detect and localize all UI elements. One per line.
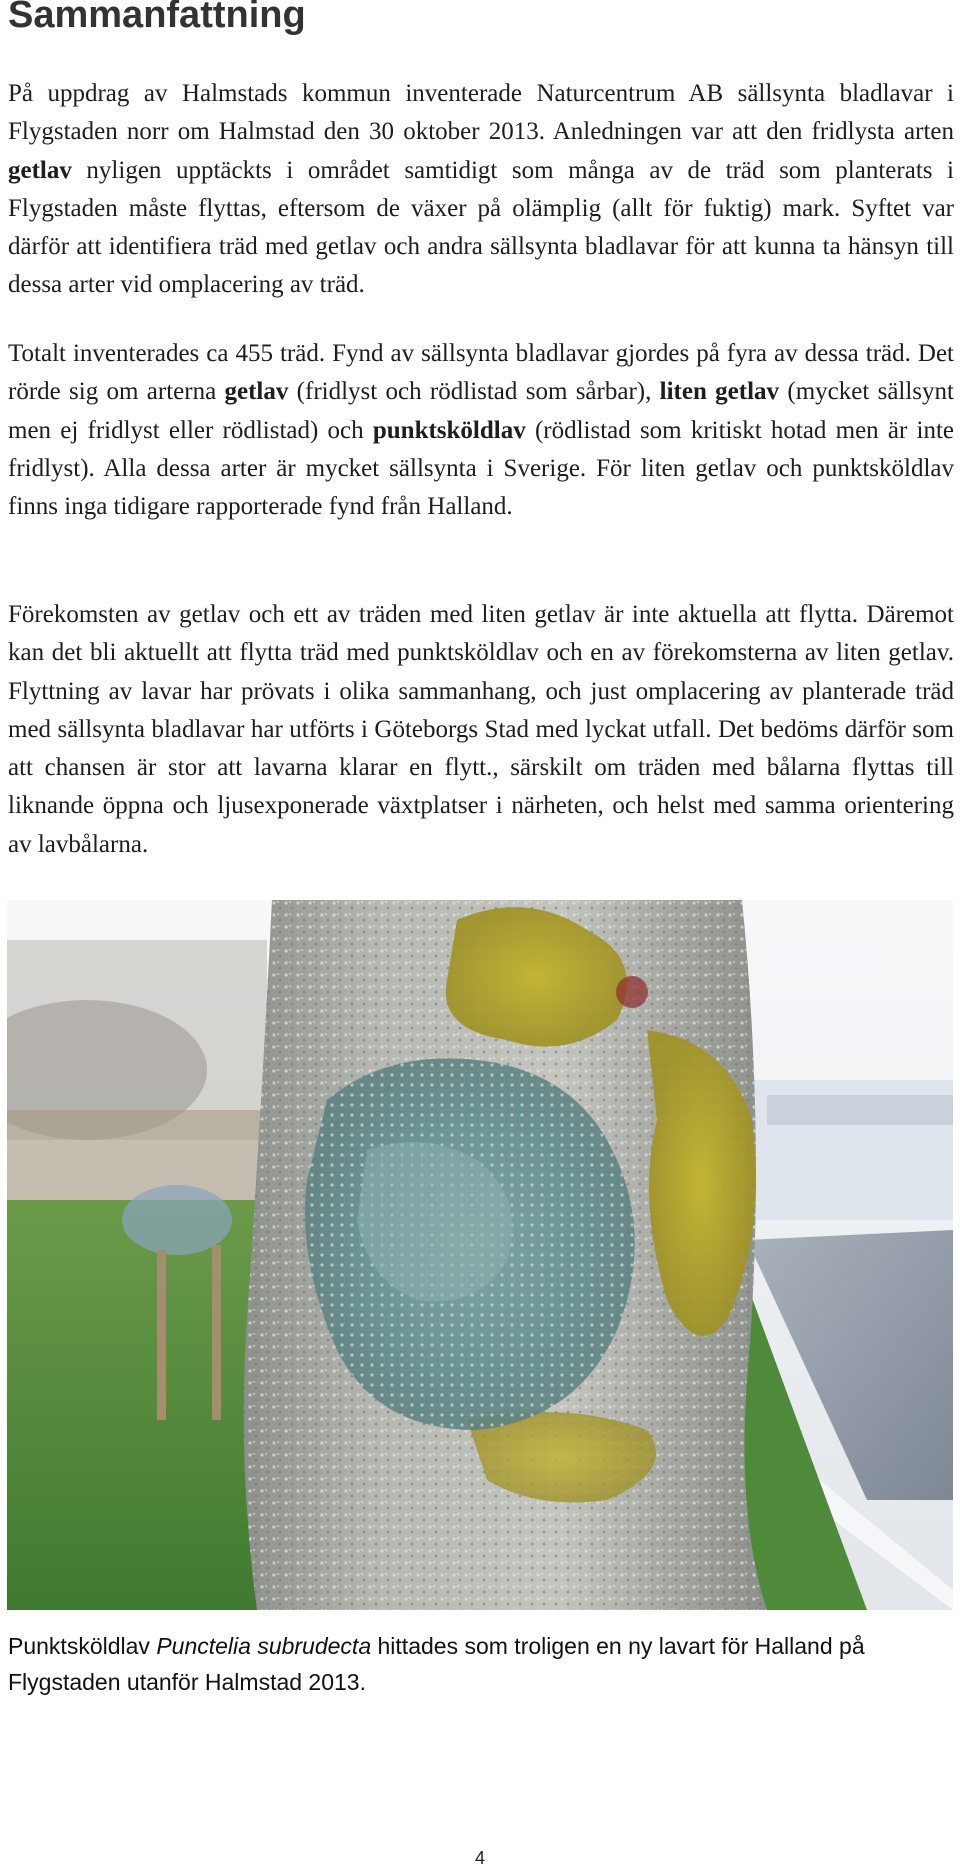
paragraph-2-text-b: (fridlyst och rödlistad som sårbar), xyxy=(288,378,660,406)
paragraph-2-text-c: (mycket sällsynt men ej fridlyst eller rödlistad) och xyxy=(8,378,954,444)
paragraph-2 xyxy=(8,335,954,526)
page-number: 4 xyxy=(474,1848,485,1868)
paragraph-1-text-a: På uppdrag av Halmstads kommun inventerade Naturcentrum AB sällsynta bladlavar i Flygstaden norr om Halmstad den 30 oktober 2013. Anledningen var att den fridlysta arten xyxy=(8,80,954,146)
figure-caption xyxy=(8,1628,954,1700)
bold-term-liten-getlav: liten getlav xyxy=(659,378,780,406)
paragraph-1 xyxy=(8,75,954,305)
bold-term-getlav-2: getlav xyxy=(224,378,289,406)
paragraph-2-text-a: Totalt inventerades ca 455 träd. Fynd av sällsynta bladlavar gjordes på fyra av dessa träd. Det rörde sig om arterna xyxy=(8,340,954,406)
paragraph-1-text-b: nyligen upptäckts i området samtidigt som många av de träd som planterats i Flygstaden måste flyttas, eftersom de växer på olämplig (allt för fuktig) mark. Syftet var därför att identifiera träd med getlav och andra sällsynta bladlavar för att kunna ta hänsyn till dessa arter vid omplacering av träd. xyxy=(8,156,954,299)
paragraph-2-text-d: (rödlistad som kritiskt hotad men är inte fridlyst). Alla dessa arter är mycket sällsynta i Sverige. För liten getlav och punktsköldlav finns inga tidigare rapporterade fynd från Halland. xyxy=(8,416,954,521)
lichen-on-tree-image xyxy=(7,900,953,1610)
caption-text-b: hittades som troligen en ny lavart för Halland på Flygstaden utanför Halmstad 2013. xyxy=(8,1633,865,1695)
page-title: Sammanfattning xyxy=(8,0,306,36)
paragraph-3: Förekomsten av getlav och ett av träden med liten getlav är inte aktuella att flytta. Däremot kan det bli aktuellt att flytta träd med punktsköldlav och en av förekomsterna av liten getlav. Flyttning av lavar har prövats i olika sammanhang, och just omplacering av planterade träd med sällsynta bladlavar har utförts i Göteborgs Stad med lyckat utfall. Det bedöms därför som att chansen är stor att lavarna klarar en flytt., särskilt om träden med bålarna flyttas till liknande öppna och ljusexponerade växtplatser i närheten, och helst med samma orientering av lavbålarna. xyxy=(8,601,954,858)
caption-text-a: Punktsköldlav xyxy=(8,1633,157,1659)
bold-term-getlav: getlav xyxy=(8,156,72,184)
bold-term-punktskoldlav: punktsköldlav xyxy=(372,416,526,444)
caption-species-name: Punctelia subrudecta xyxy=(156,1633,372,1659)
lichen-photo xyxy=(7,900,953,1610)
